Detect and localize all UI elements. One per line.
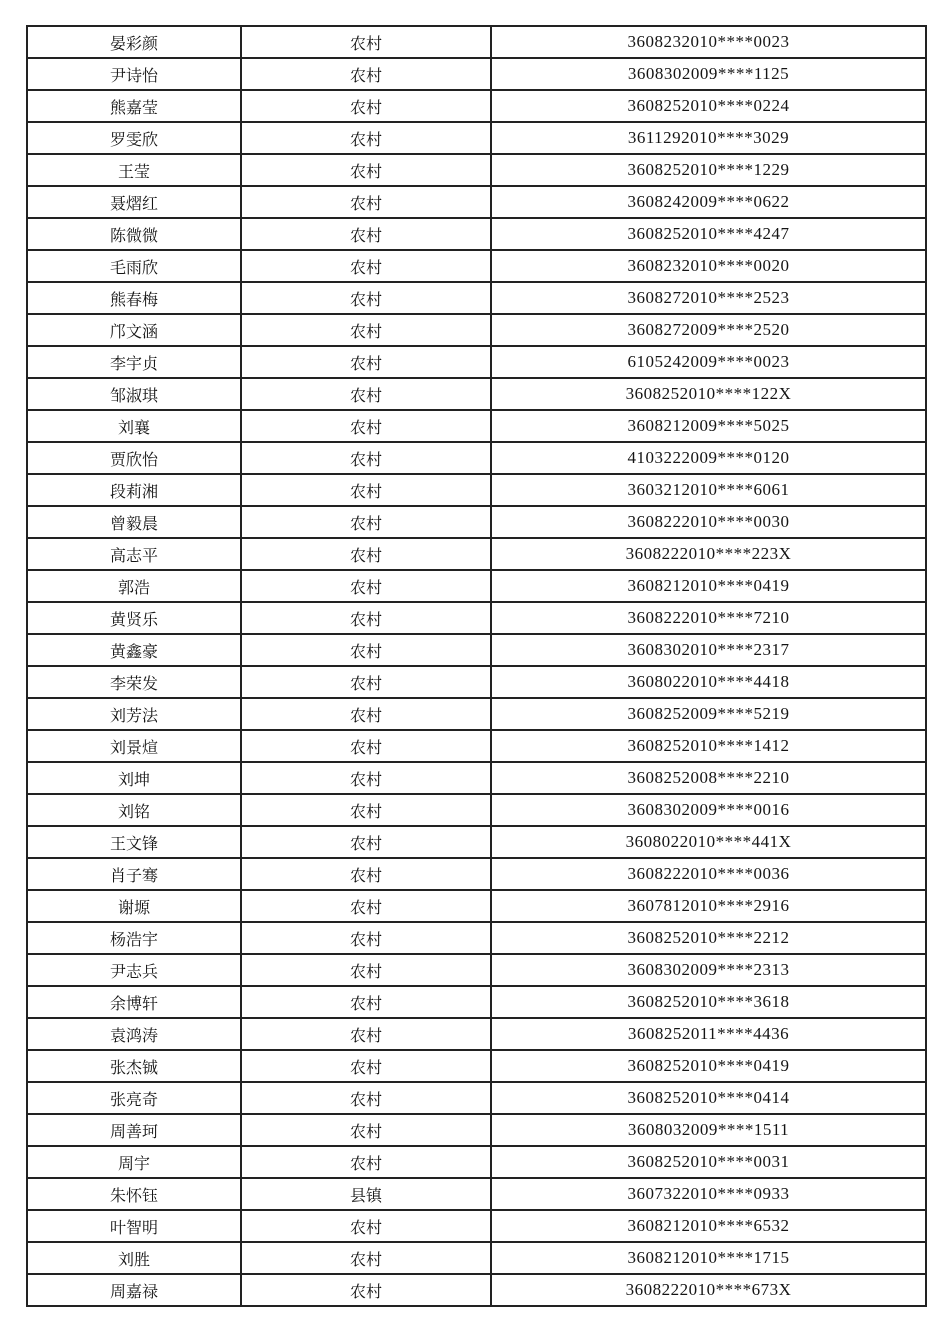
id-number-cell: 3608022010****4418 [491, 666, 926, 698]
residence-type-cell: 农村 [241, 666, 491, 698]
table-row [27, 442, 926, 474]
name-cell: 谢塬 [27, 890, 241, 922]
residence-type-cell: 农村 [241, 1242, 491, 1274]
name-cell: 熊春梅 [27, 282, 241, 314]
residence-type-cell: 农村 [241, 538, 491, 570]
table-row [27, 378, 926, 410]
residence-type-cell: 农村 [241, 794, 491, 826]
name-cell: 段莉湘 [27, 474, 241, 506]
table-row [27, 58, 926, 90]
table-row [27, 826, 926, 858]
residence-type-cell: 农村 [241, 314, 491, 346]
table-row [27, 1114, 926, 1146]
residence-type-cell: 农村 [241, 1146, 491, 1178]
name-cell: 陈微微 [27, 218, 241, 250]
residence-type-cell: 农村 [241, 698, 491, 730]
table-row [27, 986, 926, 1018]
residence-type-cell: 农村 [241, 474, 491, 506]
id-number-cell: 3608022010****441X [491, 826, 926, 858]
residence-type-cell: 农村 [241, 506, 491, 538]
name-cell: 熊嘉莹 [27, 90, 241, 122]
residence-type-cell: 农村 [241, 1210, 491, 1242]
id-number-cell: 3608212010****0419 [491, 570, 926, 602]
table-row [27, 410, 926, 442]
id-number-cell: 3608212009****5025 [491, 410, 926, 442]
id-number-cell: 3603212010****6061 [491, 474, 926, 506]
id-number-cell: 3608232010****0020 [491, 250, 926, 282]
residence-type-cell: 农村 [241, 442, 491, 474]
name-cell: 朱怀钰 [27, 1178, 241, 1210]
id-number-cell: 3611292010****3029 [491, 122, 926, 154]
name-cell: 刘襄 [27, 410, 241, 442]
roster-table-body [27, 26, 926, 1306]
name-cell: 毛雨欣 [27, 250, 241, 282]
id-number-cell: 3608242009****0622 [491, 186, 926, 218]
table-row [27, 1146, 926, 1178]
residence-type-cell: 农村 [241, 218, 491, 250]
table-row [27, 282, 926, 314]
residence-type-cell: 农村 [241, 250, 491, 282]
id-number-cell: 3608252010****0419 [491, 1050, 926, 1082]
residence-type-cell: 农村 [241, 570, 491, 602]
name-cell: 尹志兵 [27, 954, 241, 986]
name-cell: 张亮奇 [27, 1082, 241, 1114]
id-number-cell: 3608252010****0224 [491, 90, 926, 122]
table-row [27, 474, 926, 506]
table-row [27, 666, 926, 698]
id-number-cell: 3608232010****0023 [491, 26, 926, 58]
residence-type-cell: 农村 [241, 1082, 491, 1114]
table-row [27, 538, 926, 570]
name-cell: 曾毅晨 [27, 506, 241, 538]
id-number-cell: 3608302009****1125 [491, 58, 926, 90]
residence-type-cell: 农村 [241, 730, 491, 762]
id-number-cell: 3608252011****4436 [491, 1018, 926, 1050]
residence-type-cell: 农村 [241, 26, 491, 58]
residence-type-cell: 农村 [241, 186, 491, 218]
name-cell: 刘胜 [27, 1242, 241, 1274]
id-number-cell: 3608212010****6532 [491, 1210, 926, 1242]
residence-type-cell: 农村 [241, 1050, 491, 1082]
id-number-cell: 3607812010****2916 [491, 890, 926, 922]
name-cell: 周嘉禄 [27, 1274, 241, 1306]
residence-type-cell: 农村 [241, 122, 491, 154]
table-row [27, 1050, 926, 1082]
id-number-cell: 3608252010****2212 [491, 922, 926, 954]
name-cell: 李荣发 [27, 666, 241, 698]
roster-table [26, 25, 927, 1307]
table-row [27, 634, 926, 666]
id-number-cell: 3608252010****0414 [491, 1082, 926, 1114]
name-cell: 贾欣怡 [27, 442, 241, 474]
table-row [27, 314, 926, 346]
table-row [27, 26, 926, 58]
residence-type-cell: 农村 [241, 1018, 491, 1050]
residence-type-cell: 农村 [241, 954, 491, 986]
table-row [27, 858, 926, 890]
residence-type-cell: 农村 [241, 410, 491, 442]
name-cell: 郭浩 [27, 570, 241, 602]
table-row [27, 762, 926, 794]
table-row [27, 122, 926, 154]
name-cell: 尹诗怡 [27, 58, 241, 90]
id-number-cell: 3608222010****223X [491, 538, 926, 570]
name-cell: 黄贤乐 [27, 602, 241, 634]
name-cell: 刘铭 [27, 794, 241, 826]
id-number-cell: 3608222010****7210 [491, 602, 926, 634]
name-cell: 黄鑫豪 [27, 634, 241, 666]
id-number-cell: 3608252009****5219 [491, 698, 926, 730]
id-number-cell: 3608222010****673X [491, 1274, 926, 1306]
name-cell: 肖子骞 [27, 858, 241, 890]
table-row [27, 794, 926, 826]
residence-type-cell: 农村 [241, 58, 491, 90]
id-number-cell: 3608222010****0030 [491, 506, 926, 538]
name-cell: 刘坤 [27, 762, 241, 794]
residence-type-cell: 农村 [241, 154, 491, 186]
id-number-cell: 3608302009****0016 [491, 794, 926, 826]
residence-type-cell: 农村 [241, 922, 491, 954]
id-number-cell: 6105242009****0023 [491, 346, 926, 378]
table-row [27, 954, 926, 986]
residence-type-cell: 农村 [241, 634, 491, 666]
table-row [27, 346, 926, 378]
name-cell: 杨浩宇 [27, 922, 241, 954]
residence-type-cell: 农村 [241, 1114, 491, 1146]
table-row [27, 1018, 926, 1050]
name-cell: 周宇 [27, 1146, 241, 1178]
name-cell: 邝文涵 [27, 314, 241, 346]
id-number-cell: 3608032009****1511 [491, 1114, 926, 1146]
id-number-cell: 3608252010****1412 [491, 730, 926, 762]
table-row [27, 730, 926, 762]
table-row [27, 890, 926, 922]
table-row [27, 90, 926, 122]
id-number-cell: 3608252010****1229 [491, 154, 926, 186]
id-number-cell: 3608252008****2210 [491, 762, 926, 794]
residence-type-cell: 农村 [241, 762, 491, 794]
name-cell: 王莹 [27, 154, 241, 186]
table-row [27, 1242, 926, 1274]
table-row [27, 922, 926, 954]
name-cell: 张杰铖 [27, 1050, 241, 1082]
id-number-cell: 3607322010****0933 [491, 1178, 926, 1210]
name-cell: 聂熠红 [27, 186, 241, 218]
table-row [27, 698, 926, 730]
residence-type-cell: 农村 [241, 826, 491, 858]
name-cell: 刘芳法 [27, 698, 241, 730]
name-cell: 王文锋 [27, 826, 241, 858]
name-cell: 李宇贞 [27, 346, 241, 378]
table-row [27, 154, 926, 186]
name-cell: 余博轩 [27, 986, 241, 1018]
name-cell: 高志平 [27, 538, 241, 570]
id-number-cell: 3608252010****3618 [491, 986, 926, 1018]
name-cell: 晏彩颜 [27, 26, 241, 58]
id-number-cell: 3608302010****2317 [491, 634, 926, 666]
table-row [27, 1082, 926, 1114]
id-number-cell: 3608252010****122X [491, 378, 926, 410]
name-cell: 邹淑琪 [27, 378, 241, 410]
table-row [27, 1274, 926, 1306]
table-row [27, 218, 926, 250]
name-cell: 袁鸿涛 [27, 1018, 241, 1050]
residence-type-cell: 农村 [241, 602, 491, 634]
table-row [27, 186, 926, 218]
residence-type-cell: 农村 [241, 90, 491, 122]
residence-type-cell: 农村 [241, 346, 491, 378]
table-row [27, 570, 926, 602]
residence-type-cell: 农村 [241, 890, 491, 922]
id-number-cell: 3608272010****2523 [491, 282, 926, 314]
id-number-cell: 3608302009****2313 [491, 954, 926, 986]
table-row [27, 1178, 926, 1210]
name-cell: 刘景煊 [27, 730, 241, 762]
residence-type-cell: 农村 [241, 986, 491, 1018]
id-number-cell: 3608252010****0031 [491, 1146, 926, 1178]
residence-type-cell: 农村 [241, 1274, 491, 1306]
residence-type-cell: 农村 [241, 378, 491, 410]
table-row [27, 250, 926, 282]
residence-type-cell: 农村 [241, 858, 491, 890]
name-cell: 叶智明 [27, 1210, 241, 1242]
id-number-cell: 3608212010****1715 [491, 1242, 926, 1274]
name-cell: 罗雯欣 [27, 122, 241, 154]
table-row [27, 602, 926, 634]
id-number-cell: 3608222010****0036 [491, 858, 926, 890]
table-row [27, 506, 926, 538]
id-number-cell: 3608272009****2520 [491, 314, 926, 346]
id-number-cell: 3608252010****4247 [491, 218, 926, 250]
residence-type-cell: 农村 [241, 282, 491, 314]
residence-type-cell: 县镇 [241, 1178, 491, 1210]
id-number-cell: 4103222009****0120 [491, 442, 926, 474]
table-row [27, 1210, 926, 1242]
name-cell: 周善珂 [27, 1114, 241, 1146]
